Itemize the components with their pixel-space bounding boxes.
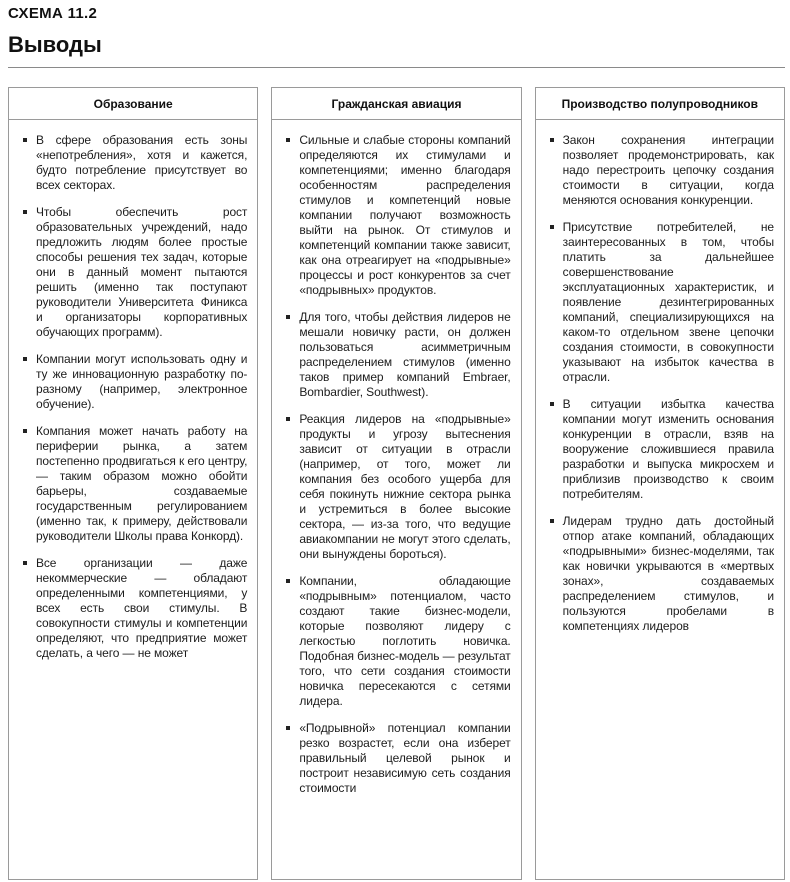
column-semiconductors-header: Производство полупроводников <box>536 88 784 120</box>
list-item <box>545 397 774 502</box>
list-item <box>18 352 247 412</box>
column-civil-aviation <box>271 87 521 880</box>
list-item <box>281 133 510 298</box>
list-item <box>545 220 774 385</box>
item-text: Закон сохранения интеграции позволяет продемонстрировать, как надо перестроить цепочку создания стоимости в ситуации, когда меняются основания конкуренции. <box>562 133 774 207</box>
column-education-header: Образование <box>9 88 257 120</box>
list-item <box>281 721 510 796</box>
item-text: Лидерам трудно дать достойный отпор атаке компаний, обладающих «подрывными» бизнес-моделями, так как новички укрываются в «мертвых зонах», создаваемых распределением стимулов, и пользуются пробелами в компетенциях лидеров <box>562 514 774 633</box>
square-bullet-icon <box>550 519 554 523</box>
column-semiconductors-list <box>536 120 784 644</box>
item-text: «Подрывной» потенциал компании резко возрастет, если она изберет правильный целевой рынок и построит независимую сеть создания стоимости <box>299 721 511 795</box>
square-bullet-icon <box>550 402 554 406</box>
column-civil-aviation-list <box>272 120 520 806</box>
square-bullet-icon <box>286 726 290 730</box>
square-bullet-icon <box>23 429 27 433</box>
item-text: В сфере образования есть зоны «непотребления», хотя и кажется, будто потребление присутствует во всех секторах. <box>36 133 248 192</box>
item-text: Реакция лидеров на «подрывные» продукты и угрозу вытеснения зависит от ситуации в отрасли (например, от того, может ли компания без особого ущерба для себя покинуть нижние сектора рынка и устремиться в более высокие сектора, — из-за того, что ведущие авиакомпании не могут этого сделать, они вынуждены бороться). <box>299 412 511 561</box>
square-bullet-icon <box>286 417 290 421</box>
item-text: Компании могут использовать одну и ту же инновационную разработку по-разному (например, электронное обучение). <box>36 352 248 411</box>
item-text: Компания может начать работу на периферии рынка, а затем постепенно продвигаться к его центру, — таким образом можно обойти барьеры, создаваемые государственным регулированием (именно так, к примеру, действовали руководители Школы права Конкорд). <box>36 424 248 543</box>
item-text: Все организации — даже некоммерческие — обладают определенными компетенциями, у всех есть свои стимулы. В совокупности стимулы и компетенции определяют, что предприятие может сделать, а чего — не может <box>36 556 248 660</box>
item-text: Присутствие потребителей, не заинтересованных в том, чтобы платить за дальнейшее совершенствование эксплуатационных характеристик, и появление дезинтегрированных компаний, специализирующихся на каком-то отдельном звене цепочки создания стоимости, в совокупности указывают на избыток качества в отрасли. <box>562 220 774 384</box>
list-item <box>281 412 510 562</box>
square-bullet-icon <box>23 138 27 142</box>
columns-container <box>8 87 785 880</box>
column-civil-aviation-header: Гражданская авиация <box>272 88 520 120</box>
list-item <box>18 205 247 340</box>
square-bullet-icon <box>23 357 27 361</box>
item-text: Чтобы обеспечить рост образовательных учреждений, надо предложить людям более простые способы решения тех задач, которые они в данный момент пытаются решить (именно так поступают руководители Университета Финикса и организаторы корпоративных обучающих программ). <box>36 205 248 339</box>
scheme-label: СХЕМА 11.2 <box>8 5 98 22</box>
list-item <box>18 424 247 544</box>
square-bullet-icon <box>550 138 554 142</box>
square-bullet-icon <box>23 210 27 214</box>
list-item <box>281 310 510 400</box>
item-text: Сильные и слабые стороны компаний определяются их стимулами и компетенциями; именно благодаря особенностям распределения стимулов и компетенций новые компании получают возможность выйти на рынок. От стимулов и компетенций компании также зависит, как она отреагирует на «подрывные» процессы и рост конкурентов за счет «подрывных» продуктов. <box>299 133 511 297</box>
square-bullet-icon <box>286 138 290 142</box>
square-bullet-icon <box>23 561 27 565</box>
column-education-list <box>9 120 257 671</box>
list-item <box>545 133 774 208</box>
column-semiconductors <box>535 87 785 880</box>
item-text: Для того, чтобы действия лидеров не мешали новичку расти, он должен пользоваться асимметричным распределением стимулов (именно таков пример компаний Embraer, Bombardier, Southwest). <box>299 310 511 399</box>
list-item <box>545 514 774 634</box>
square-bullet-icon <box>286 579 290 583</box>
column-education <box>8 87 258 880</box>
item-text: В ситуации избытка качества компании могут изменить основания конкуренции в отрасли, взяв на вооружение сложившиеся правила разработки и выпуска микросхем и приблизив производство к своим потребителям. <box>562 397 774 501</box>
title-divider <box>8 67 785 68</box>
square-bullet-icon <box>550 225 554 229</box>
square-bullet-icon <box>286 315 290 319</box>
list-item <box>18 133 247 193</box>
page-title: Выводы <box>8 32 102 57</box>
list-item <box>281 574 510 709</box>
item-text: Компании, обладающие «подрывным» потенциалом, часто создают такие бизнес-модели, которые позволяют лидеру с легкостью поглотить новичка. Подобная бизнес-модель — результат того, что сети создания стоимости новичка пересекаются с сетями лидера. <box>299 574 511 708</box>
list-item <box>18 556 247 661</box>
